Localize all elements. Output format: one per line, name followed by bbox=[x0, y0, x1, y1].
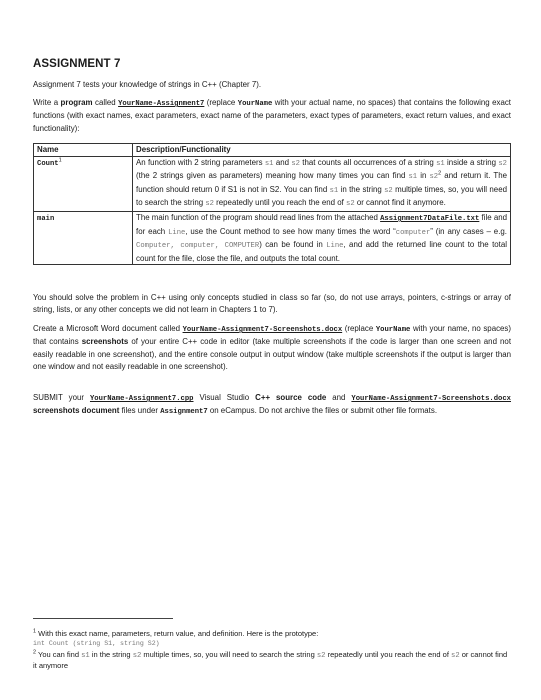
text: Visual Studio bbox=[193, 393, 256, 402]
text: with your name, no spaces) that contains bbox=[33, 324, 511, 347]
text: An function with 2 string parameters bbox=[136, 157, 265, 167]
main-description bbox=[133, 211, 511, 264]
text: of your entire C++ code in editor (take multiple screenshots if the code is larger than one screen and not easily readable in one screenshot), and the entire console output in output window (take multiple screenshots if the output is larger than one window and not easily readable in one screenshot). bbox=[33, 337, 512, 372]
text: multiple times, so, you will need to search the string bbox=[136, 184, 507, 208]
data-filename: Assignment7DataFile.txt bbox=[380, 214, 480, 223]
yourname-code: YourName bbox=[237, 100, 273, 108]
code-s2: s2 bbox=[429, 173, 439, 182]
text: and bbox=[326, 393, 352, 402]
table-row bbox=[34, 156, 511, 211]
text: or cannot find it anymore bbox=[33, 649, 508, 671]
footnote-separator bbox=[33, 618, 173, 619]
code-s2: s2 bbox=[384, 186, 393, 195]
footnote-ref: 1 bbox=[58, 156, 62, 163]
header-description: Description/Functionality bbox=[133, 144, 511, 157]
code-s2: s2 bbox=[205, 200, 214, 209]
footnote-marker: 1 bbox=[33, 628, 37, 635]
text: Write a bbox=[33, 98, 61, 107]
folder-name: Assignment7 bbox=[160, 408, 208, 417]
text: or cannot find it anymore. bbox=[354, 198, 446, 208]
text: files under bbox=[119, 406, 161, 416]
footnote-text: With this exact name, parameters, return value, and definition. Here is the prototype: bbox=[38, 629, 319, 638]
text: The main function of the program should read lines from the attached bbox=[136, 212, 381, 222]
intro-paragraph: Assignment 7 tests your knowledge of strings in C++ (Chapter 7). bbox=[33, 80, 262, 89]
header-name: Name bbox=[34, 144, 133, 157]
code-s1: s1 bbox=[408, 173, 418, 182]
assignment-title: ASSIGNMENT 7 bbox=[33, 58, 121, 70]
footnote-1 bbox=[33, 629, 511, 639]
cpp-filename: YourName-Assignment7.cpp bbox=[89, 395, 194, 403]
text: Create a Microsoft Word document called bbox=[33, 324, 183, 333]
function-name-main bbox=[34, 211, 133, 264]
code-s1: s1 bbox=[329, 186, 339, 195]
code-s2: s2 bbox=[132, 651, 142, 660]
text: repeatedly until you reach the end of bbox=[325, 649, 451, 659]
text: repeatedly until you reach the end of bbox=[213, 198, 346, 208]
docx-filename: YourName-Assignment7-Screenshots.docx bbox=[351, 395, 511, 403]
solve-paragraph: You should solve the problem in C++ using only concepts studied in class so far (so, do not use arrays, pointers, c-strings or array of string, lists, or any other concepts we did not learn in Chapters 1 to 7). bbox=[33, 293, 511, 315]
text: and return it. The function should return 0 if S1 is not in S2. You can find bbox=[136, 171, 508, 194]
text: inside a string bbox=[444, 157, 499, 167]
count-name: Count bbox=[37, 159, 59, 168]
text: You can find bbox=[36, 649, 82, 659]
footnote-ref: 2 bbox=[438, 170, 442, 177]
code-line: Line bbox=[326, 242, 344, 251]
code-s2: s2 bbox=[291, 159, 300, 168]
text-bold: C++ source code bbox=[255, 393, 327, 402]
footnote-2 bbox=[33, 650, 511, 672]
text: , use the Count method to see how many times the word “ bbox=[185, 226, 396, 236]
text: , and add the returned line count to the total count for the file, close the file, and outputs the total count. bbox=[136, 240, 507, 263]
submit-paragraph bbox=[33, 392, 511, 419]
program-filename: YourName-Assignment7 bbox=[118, 100, 205, 108]
footnote-marker: 2 bbox=[33, 649, 37, 656]
count-description bbox=[133, 156, 511, 211]
text: in the string bbox=[338, 184, 385, 194]
footnotes bbox=[33, 629, 511, 672]
text: (the 2 strings given as parameters) meaning how many times you can find bbox=[136, 171, 409, 181]
code-s1: s1 bbox=[436, 159, 445, 168]
code-line: Line bbox=[168, 228, 186, 237]
text: on eCampus. Do not archive the files or submit other file formats. bbox=[207, 406, 438, 416]
create-document-paragraph bbox=[33, 323, 511, 374]
function-name-count bbox=[34, 156, 133, 211]
code-s2: s2 bbox=[346, 200, 355, 209]
table-row bbox=[34, 211, 511, 264]
text: multiple times, so, you will need to search the string bbox=[141, 649, 317, 659]
text: called bbox=[92, 98, 119, 107]
code-computer: computer bbox=[395, 228, 431, 237]
text: (replace bbox=[204, 98, 238, 107]
main-name: main bbox=[37, 214, 55, 223]
text: file and for each bbox=[136, 212, 508, 236]
text: in bbox=[417, 171, 430, 181]
table-header-row bbox=[34, 144, 511, 157]
code-s1: s1 bbox=[81, 651, 90, 660]
write-program-paragraph bbox=[33, 97, 511, 135]
text: in the string bbox=[89, 649, 133, 659]
functions-table bbox=[33, 143, 511, 265]
text-bold: screenshots document bbox=[33, 406, 120, 416]
text: with your actual name, no spaces) that contains the following exact functions (with exact names, exact parameters, exact name of the parameters, exact types of parameters, exact return values, and exact functionality): bbox=[33, 98, 511, 133]
prototype-code: int Count (string S1, string S2) bbox=[33, 640, 160, 648]
text-bold: screenshots bbox=[81, 337, 129, 347]
text: ” (in any cases – e.g. bbox=[430, 226, 507, 236]
text-bold: program bbox=[60, 98, 93, 107]
code-s2: s2 bbox=[498, 159, 507, 168]
text: that counts all occurrences of a string bbox=[299, 157, 437, 167]
code-s2: s2 bbox=[451, 651, 460, 660]
text: SUBMIT your bbox=[33, 393, 90, 402]
yourname-code: YourName bbox=[375, 326, 411, 334]
text: (replace bbox=[342, 324, 376, 333]
code-cases: Computer, computer, COMPUTER bbox=[136, 242, 260, 251]
text: and bbox=[273, 157, 292, 167]
code-s2: s2 bbox=[316, 651, 326, 660]
code-s1: s1 bbox=[264, 159, 274, 168]
screenshots-filename: YourName-Assignment7-Screenshots.docx bbox=[182, 326, 343, 334]
text: ) can be found in bbox=[259, 240, 327, 250]
